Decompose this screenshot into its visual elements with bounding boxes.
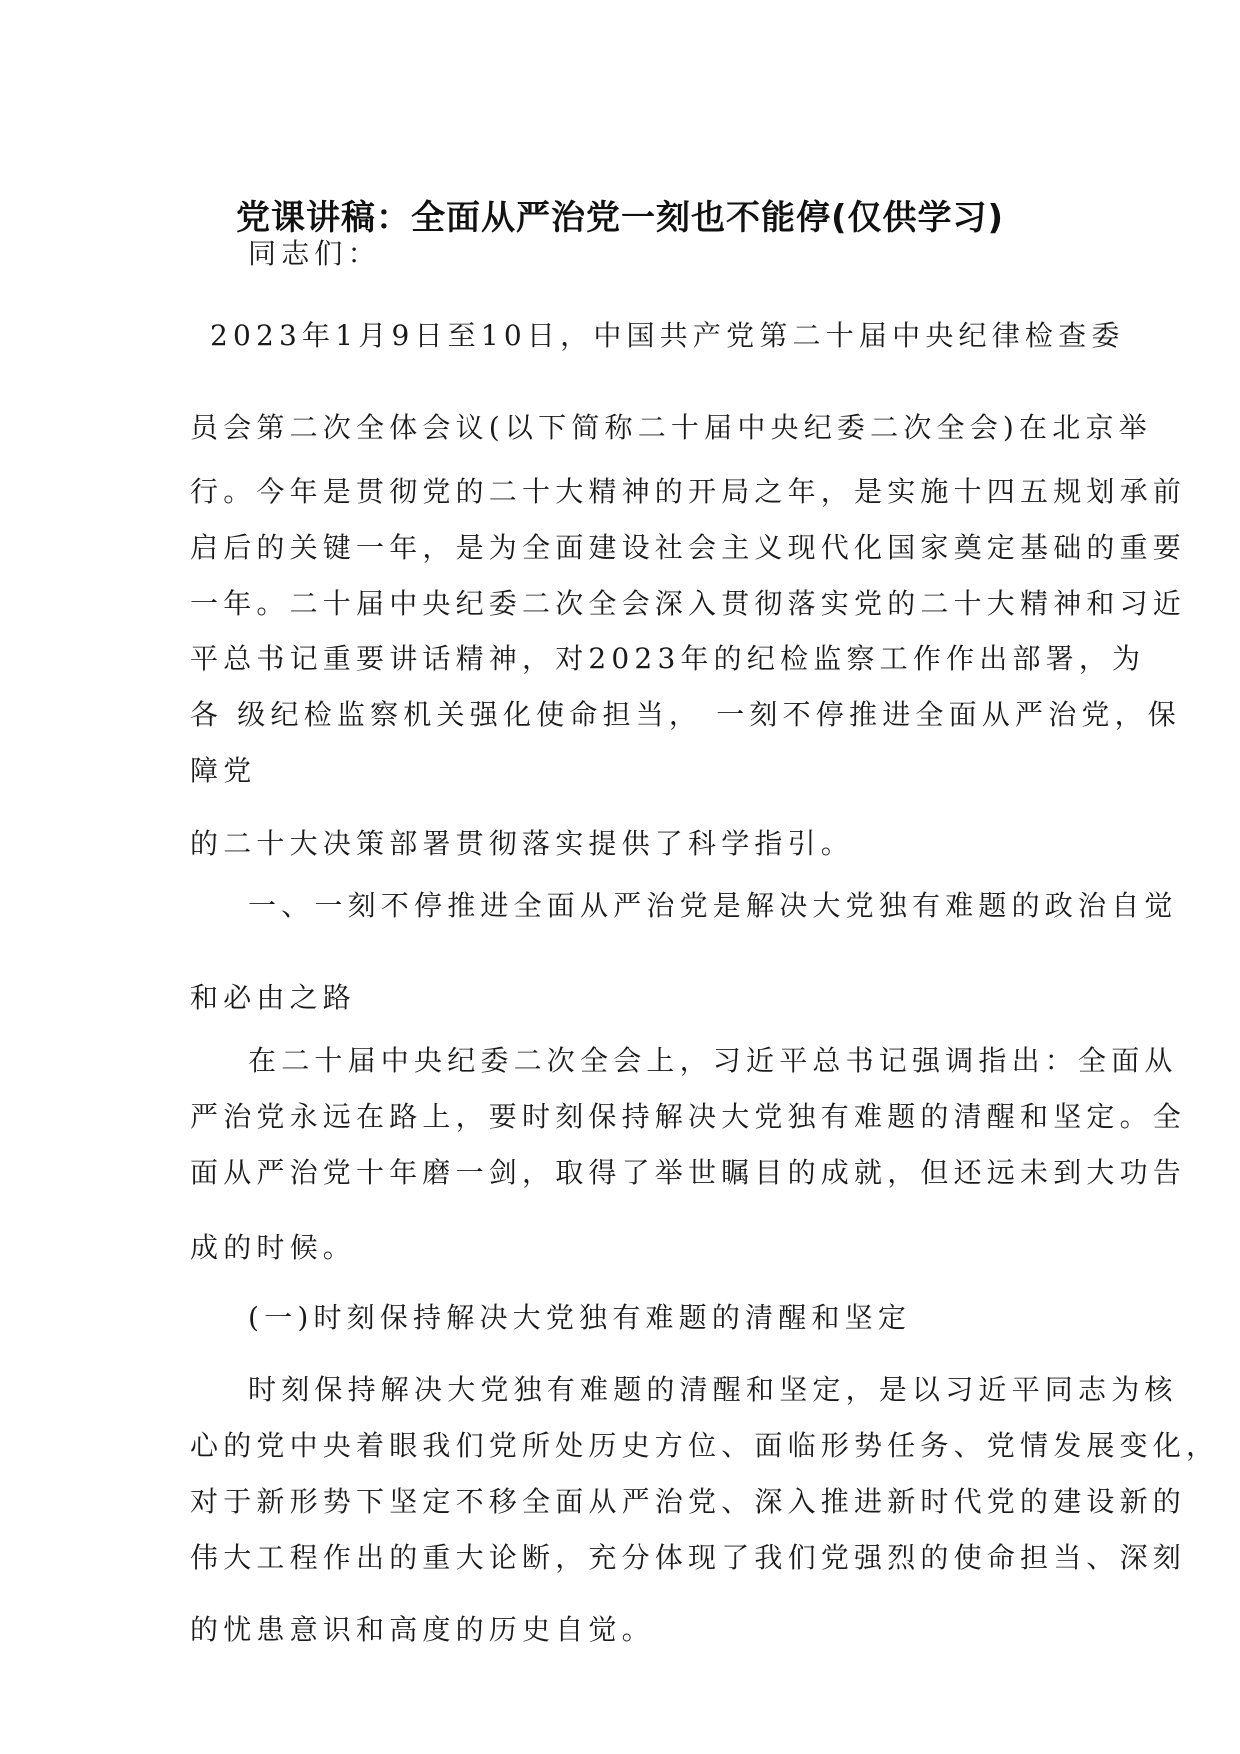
paragraph-line: 2023年1月9日至10日，中国共产党第二十届中央纪律检查委 <box>210 319 1125 352</box>
paragraph-line: 平总书记重要讲话精神，对2023年的纪检监察工作作出部署，为 <box>190 642 1146 675</box>
paragraph-line: 各 级纪检监察机关强化使命担当， 一刻不停推进全面从严治党，保 <box>190 698 1182 731</box>
paragraph-line: 行。今年是贯彻党的二十大精神的开局之年，是实施十四五规划承前 <box>190 475 1187 508</box>
paragraph-line: 成的时候。 <box>190 1231 357 1264</box>
paragraph-line: 面从严治党十年磨一剑，取得了举世瞩目的成就，但还远未到大功告 <box>190 1156 1187 1189</box>
paragraph-line: 的忧患意识和高度的历史自觉。 <box>190 1613 655 1646</box>
salutation: 同志们： <box>248 237 381 270</box>
paragraph-line: 时刻保持解决大党独有难题的清醒和坚定，是以习近平同志为核 <box>248 1373 1178 1406</box>
paragraph-line: 伟大工程作出的重大论断，充分体现了我们党强烈的使命担当、深刻 <box>190 1541 1187 1574</box>
paragraph-line: 对于新形势下坚定不移全面从严治党、深入推进新时代党的建设新的 <box>190 1485 1187 1518</box>
subsection-heading: (一)时刻保持解决大党独有难题的清醒和坚定 <box>248 1301 912 1334</box>
paragraph-line: 在二十届中央纪委二次全会上，习近平总书记强调指出：全面从 <box>248 1044 1178 1077</box>
paragraph-line: 一年。二十届中央纪委二次全会深入贯彻落实党的二十大精神和习近 <box>190 587 1187 620</box>
paragraph-line: 严治党永远在路上，要时刻保持解决大党独有难题的清醒和坚定。全 <box>190 1100 1187 1133</box>
paragraph-line: 的二十大决策部署贯彻落实提供了科学指引。 <box>190 827 855 860</box>
document-title: 党课讲稿：全面从严治党一刻也不能停(仅供学习) <box>235 198 1005 238</box>
paragraph-line: 员会第二次全体会议(以下简称二十届中央纪委二次全会)在北京举 <box>190 411 1152 444</box>
section-heading: 一、一刻不停推进全面从严治党是解决大党独有难题的政治自觉 <box>248 889 1178 922</box>
section-heading-continued: 和必由之路 <box>190 981 357 1014</box>
paragraph-line: 心的党中央着眼我们党所处历史方位、面临形势任务、党情发展变化， <box>190 1429 1220 1462</box>
paragraph-line: 启后的关键一年，是为全面建设社会主义现代化国家奠定基础的重要 <box>190 531 1187 564</box>
paragraph-line: 障党 <box>190 754 257 787</box>
